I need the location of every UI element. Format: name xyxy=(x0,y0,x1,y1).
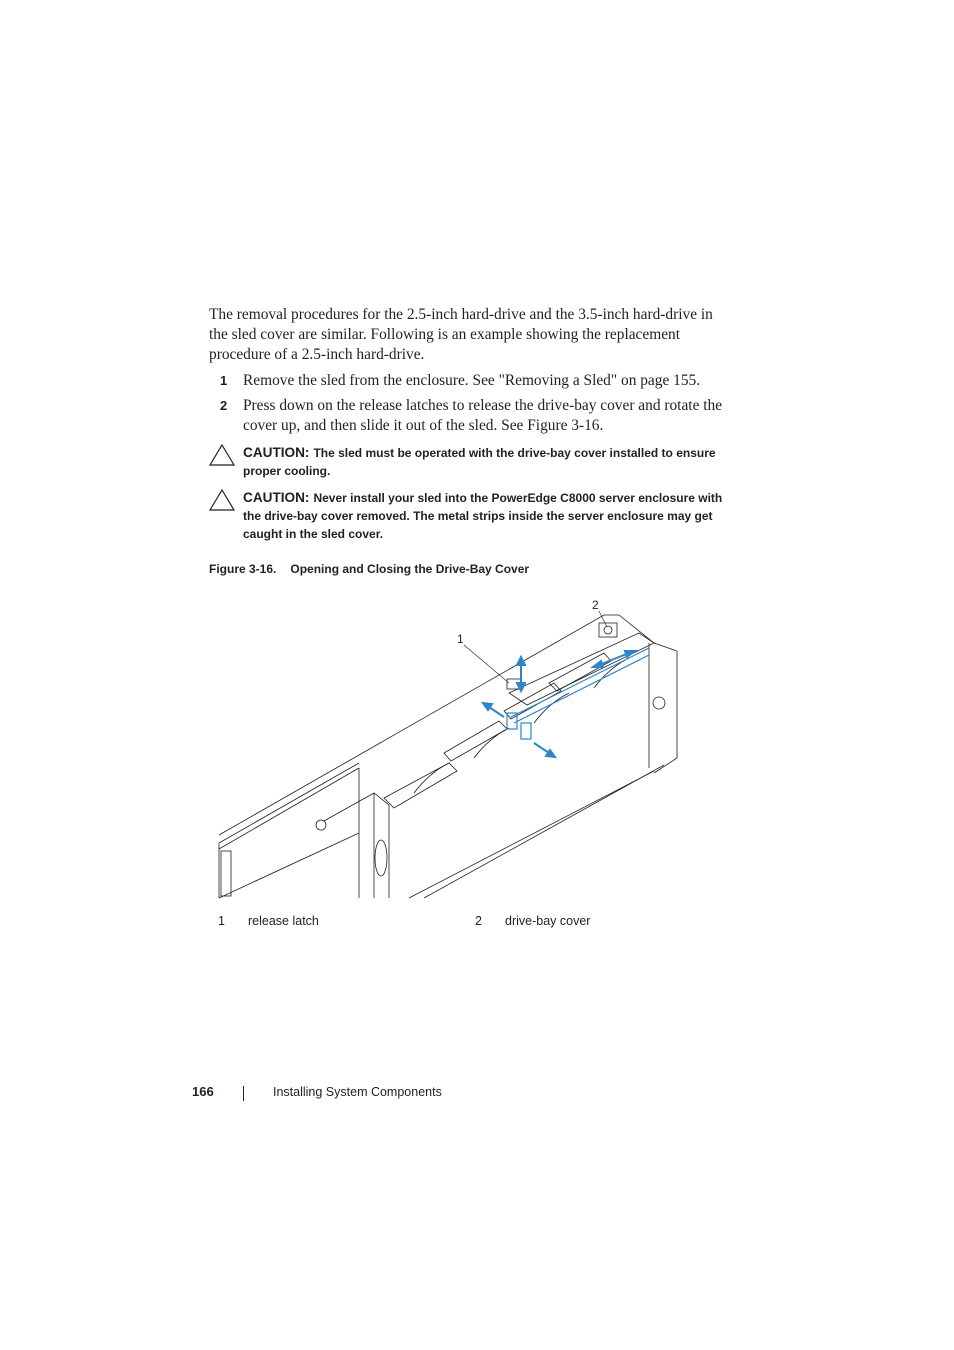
step-text: Remove the sled from the enclosure. See "Removing a Sled" on page 155. xyxy=(243,372,701,389)
step-number: 2 xyxy=(220,398,228,413)
drive-bay-cover-illustration xyxy=(209,593,689,903)
legend-number: 2 xyxy=(475,914,482,928)
caution-text: Never install your sled into the PowerEdge C8000 server enclosure with the drive-bay cover removed. The metal strips inside the server enclosure may get caught in the sled cover. xyxy=(243,491,723,541)
legend-number: 1 xyxy=(218,914,225,928)
legend-label: drive-bay cover xyxy=(505,914,591,928)
caution-triangle-icon xyxy=(209,444,235,466)
figure-number: Figure 3-16. xyxy=(209,562,277,576)
footer-divider xyxy=(243,1086,244,1101)
footer-section-title: Installing System Components xyxy=(273,1085,442,1099)
figure-callout-1: 1 xyxy=(457,632,464,646)
page-number: 166 xyxy=(192,1084,214,1099)
caution-triangle-icon xyxy=(209,489,235,511)
figure-caption xyxy=(209,562,529,576)
caution-text: The sled must be operated with the drive-bay cover installed to ensure proper cooling. xyxy=(243,446,716,478)
figure-title: Opening and Closing the Drive-Bay Cover xyxy=(290,562,530,576)
legend-label: release latch xyxy=(248,914,319,928)
caution-label: CAUTION: xyxy=(243,490,310,505)
figure-callout-2: 2 xyxy=(592,598,599,612)
step-text: Press down on the release latches to release the drive-bay cover and rotate the cover up, and then slide it out of the sled. See Figure 3-16. xyxy=(243,397,723,434)
caution-label: CAUTION: xyxy=(243,445,310,460)
intro-paragraph: The removal procedures for the 2.5-inch hard-drive and the 3.5-inch hard-drive in the sled cover are similar. Following is an example showing the replacement procedure of a 2.5-inch hard-drive. xyxy=(209,306,713,363)
step-number: 1 xyxy=(220,373,228,388)
